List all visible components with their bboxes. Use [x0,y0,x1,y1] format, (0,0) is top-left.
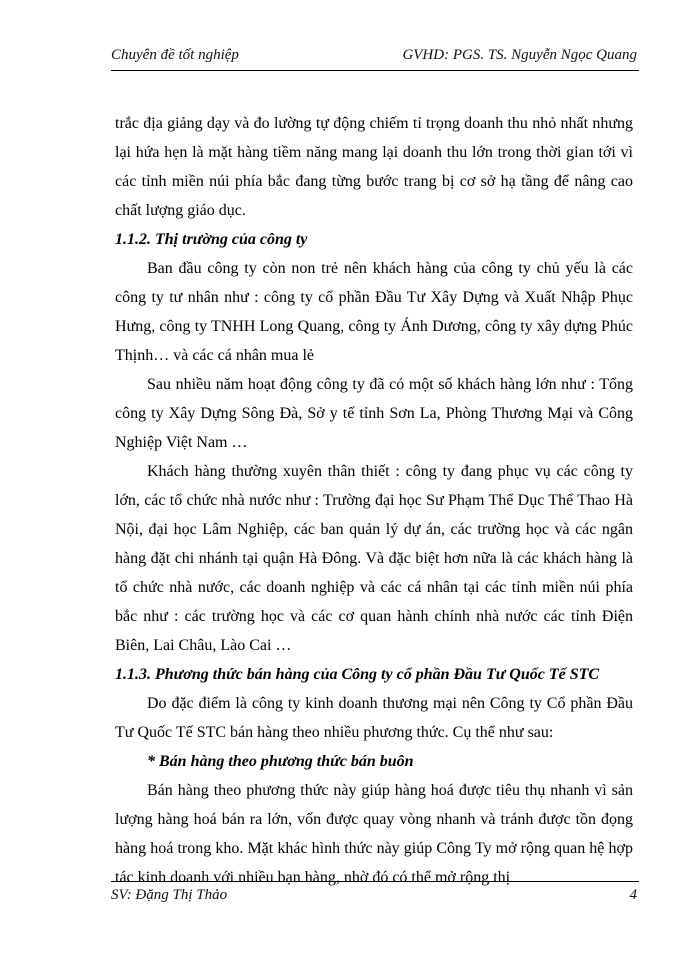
paragraph-sales-methods: Do đặc điểm là công ty kinh doanh thương mại nên Công ty Cổ phần Đầu Tư Quốc Tế STC bán hàng theo nhiều phương thức. Cụ thể như sau: [115,695,633,741]
page-body [115,109,633,892]
footer-student: SV: Đặng Thị Thảo [111,887,228,903]
page-number: 4 [629,887,637,903]
heading-1-1-3: 1.1.3. Phương thức bán hàng của Công ty cổ phần Đầu Tư Quốc Tế STC [115,666,600,683]
footer-rule [111,881,639,882]
paragraph-large-customers: Sau nhiều năm hoạt động công ty đã có một số khách hàng lớn như : Tổng công ty Xây Dựng Sông Đà, Sở y tế tỉnh Sơn La, Phòng Thương Mại và Công Nghiệp Việt Nam … [115,376,633,451]
header-title: Chuyên đề tốt nghiệp [111,47,239,63]
heading-1-1-2: 1.1.2. Thị trường của công ty [115,231,308,248]
subheading-wholesale: * Bán hàng theo phương thức bán buôn [147,753,414,770]
paragraph-early-customers: Ban đầu công ty còn non trẻ nên khách hàng của công ty chủ yếu là các công ty tư nhân như : công ty cổ phần Đầu Tư Xây Dựng và Xuất Nhập Phục Hưng, công ty TNHH Long Quang, công ty Ánh Dương, công ty xây dựng Phúc Thịnh… và các cá nhân mua lẻ [115,260,633,364]
page-footer [111,887,637,904]
header-advisor: GVHD: PGS. TS. Nguyễn Ngọc Quang [402,47,637,63]
paragraph-intro: trắc địa giảng dạy và đo lường tự động chiếm tỉ trọng doanh thu nhỏ nhất nhưng lại hứa hẹn là mặt hàng tiềm năng mang lại doanh thu lớn trong thời gian tới vì các tỉnh miền núi phía bắc đang từng bước trang bị cơ sở hạ tầng để nâng cao chất lượng giáo dục. [115,115,633,219]
header-rule [111,70,639,71]
paragraph-wholesale: Bán hàng theo phương thức này giúp hàng hoá được tiêu thụ nhanh vì sản lượng hàng hoá bán ra lớn, vốn được quay vòng nhanh và tránh được tồn đọng hàng hoá trong kho. Mặt khác hình thức này giúp Công Ty mở rộng quan hệ hợp tác kinh doanh với nhiều bạn hàng, nhờ đó có thể mở rộng thị [115,782,633,886]
page-header [111,47,637,64]
paragraph-regular-customers: Khách hàng thường xuyên thân thiết : công ty đang phục vụ các công ty lớn, các tổ chức nhà nước như : Trường đại học Sư Phạm Thể Dục Thể Thao Hà Nội, đại học Lâm Nghiệp, các ban quản lý dự án, các trường học và các ngân hàng đặt chi nhánh tại quận Hà Đông. Và đặc biệt hơn nữa là các khách hàng là tổ chức nhà nước, các doanh nghiệp và các cá nhân tại các tỉnh miền núi phía bắc như : các trường học và các cơ quan hành chính nhà nước các tỉnh Điện Biên, Lai Châu, Lào Cai … [115,463,633,654]
